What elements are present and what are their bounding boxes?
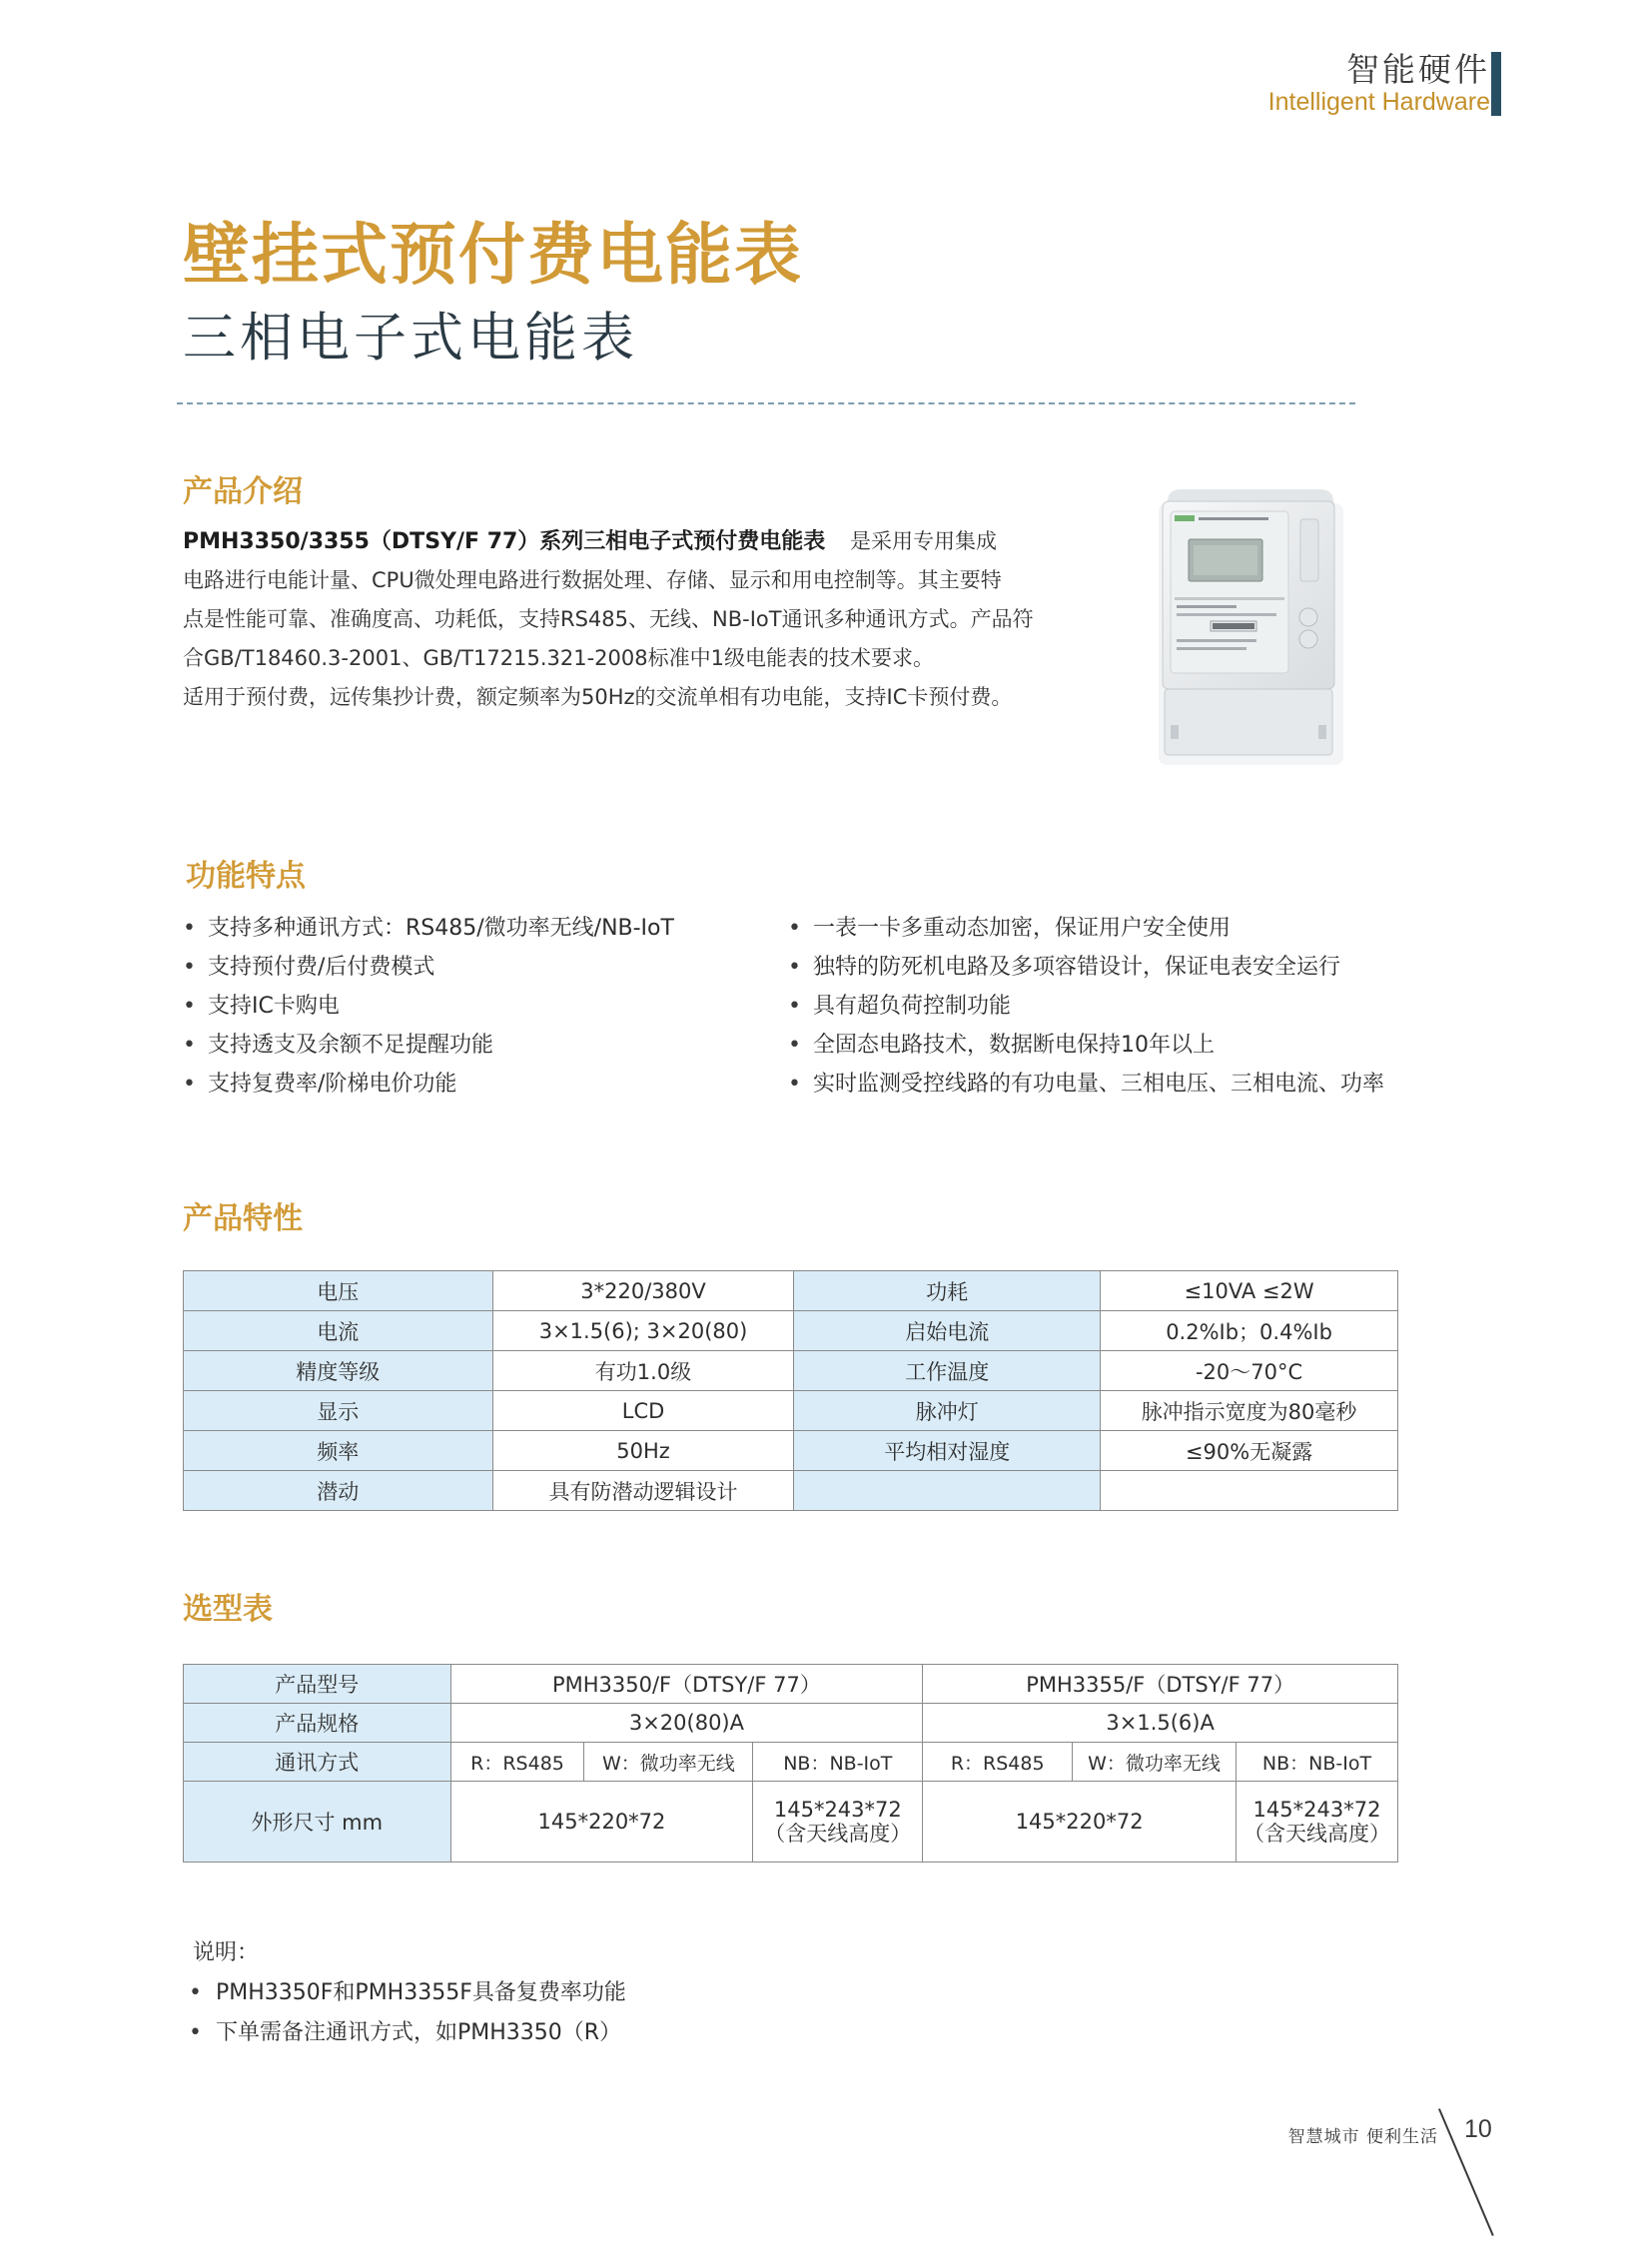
model-b: PMH3355/F（DTSY/F 77）	[923, 1665, 1398, 1704]
list-item: • 下单需备注通讯方式，如PMH3350（R）	[183, 2013, 626, 2053]
spec-label: 电压	[184, 1271, 493, 1311]
header-accent-bar	[1491, 52, 1501, 116]
spec-value: 脉冲指示宽度为80毫秒	[1101, 1391, 1398, 1431]
table-row	[184, 1271, 1398, 1311]
selection-table	[183, 1664, 1398, 1863]
spec-value: 3×1.5(6); 3×20(80)	[492, 1311, 794, 1351]
spec-label: 工作温度	[794, 1351, 1101, 1391]
comm-w: W：微功率无线	[584, 1743, 753, 1782]
list-item: • 支持复费率/阶梯电价功能	[183, 1065, 674, 1104]
spec-value: 50Hz	[492, 1431, 794, 1471]
meter-product-image	[1151, 489, 1350, 769]
size-standard: 145*220*72	[923, 1782, 1237, 1863]
spec-label: 平均相对湿度	[794, 1431, 1101, 1471]
intro-text-1: 是采用专用集成	[850, 529, 997, 553]
selection-label: 通讯方式	[184, 1743, 451, 1782]
table-row	[184, 1471, 1398, 1511]
spec-label	[794, 1471, 1101, 1511]
table-row	[184, 1311, 1398, 1351]
list-item: • 支持透支及余额不足提醒功能	[183, 1026, 674, 1065]
spec-value: 3*220/380V	[492, 1271, 794, 1311]
table-row	[184, 1351, 1398, 1391]
table-row	[184, 1431, 1398, 1471]
size-nb-note: （含天线高度）	[764, 1822, 912, 1846]
page-subtitle: 三相电子式电能表	[183, 308, 638, 369]
spec-label: 功耗	[794, 1271, 1101, 1311]
spec-label: 脉冲灯	[794, 1391, 1101, 1431]
spec-label: 启始电流	[794, 1311, 1101, 1351]
comm-nb: NB：NB-IoT	[753, 1743, 923, 1782]
category-title-cn: 智能硬件	[1346, 50, 1490, 89]
model-a: PMH3350/F（DTSY/F 77）	[450, 1665, 923, 1704]
list-item: • 支持多种通讯方式：RS485/微功率无线/NB-IoT	[183, 909, 674, 948]
intro-model-name: PMH3350/3355（DTSY/F 77）系列三相电子式预付费电能表	[183, 529, 826, 554]
size-nb-dims: 145*243*72	[773, 1798, 902, 1822]
section-heading-selection: 选型表	[183, 1592, 273, 1627]
list-item: • 独特的防死机电路及多项容错设计，保证电表安全运行	[788, 948, 1384, 987]
notes	[183, 1933, 626, 2053]
category-title-en: Intelligent Hardware	[1267, 88, 1490, 116]
spec-b: 3×1.5(6)A	[923, 1704, 1398, 1743]
section-heading-features: 功能特点	[186, 859, 306, 894]
spec-a: 3×20(80)A	[450, 1704, 923, 1743]
footer-slogan: 智慧城市 便利生活	[1287, 2127, 1438, 2147]
spec-label: 精度等级	[184, 1351, 493, 1391]
spec-value: LCD	[492, 1391, 794, 1431]
table-row	[184, 1391, 1398, 1431]
spec-value: ≤10VA ≤2W	[1101, 1271, 1398, 1311]
page-number: 10	[1464, 2115, 1492, 2143]
table-row	[184, 1743, 1398, 1782]
list-item: • 一表一卡多重动态加密，保证用户安全使用	[788, 909, 1384, 948]
section-heading-intro: 产品介绍	[183, 474, 303, 509]
selection-label: 产品型号	[184, 1665, 451, 1704]
spec-value: -20～70°C	[1101, 1351, 1398, 1391]
table-row	[184, 1665, 1398, 1704]
features-list-right	[788, 909, 1384, 1104]
table-row	[184, 1782, 1398, 1863]
comm-w: W：微功率无线	[1073, 1743, 1237, 1782]
spec-value: 0.2%Ib；0.4%Ib	[1101, 1311, 1398, 1351]
table-row	[184, 1704, 1398, 1743]
spec-label: 电流	[184, 1311, 493, 1351]
spec-label: 频率	[184, 1431, 493, 1471]
selection-label: 产品规格	[184, 1704, 451, 1743]
selection-label: 外形尺寸 mm	[184, 1782, 451, 1863]
comm-r: R：RS485	[450, 1743, 584, 1782]
list-item: • 实时监测受控线路的有功电量、三相电压、三相电流、功率	[788, 1065, 1384, 1104]
intro-text-5: 适用于预付费，远传集抄计费，额定频率为50Hz的交流单相有功电能，支持IC卡预付费。	[183, 685, 1013, 709]
size-nb	[1237, 1782, 1398, 1863]
intro-text-2: 电路进行电能计量、CPU微处理电路进行数据处理、存储、显示和用电控制等。其主要特	[183, 568, 1002, 592]
list-item: • PMH3350F和PMH3355F具备复费率功能	[183, 1973, 626, 2013]
spec-value: ≤90%无凝露	[1101, 1431, 1398, 1471]
size-standard: 145*220*72	[450, 1782, 753, 1863]
list-item: • 支持IC卡购电	[183, 987, 674, 1026]
list-item: • 具有超负荷控制功能	[788, 987, 1384, 1026]
list-item: • 支持预付费/后付费模式	[183, 948, 674, 987]
spec-label: 潜动	[184, 1471, 493, 1511]
list-item: • 全固态电路技术，数据断电保持10年以上	[788, 1026, 1384, 1065]
intro-text-4: 合GB/T18460.3-2001、GB/T17215.321-2008标准中1级电能表的技术要求。	[183, 646, 934, 670]
features-list-left	[183, 909, 674, 1104]
title-divider	[177, 402, 1355, 404]
spec-value	[1101, 1471, 1398, 1511]
comm-r: R：RS485	[923, 1743, 1073, 1782]
spec-value: 有功1.0级	[492, 1351, 794, 1391]
intro-text-3: 点是性能可靠、准确度高、功耗低，支持RS485、无线、NB-IoT通讯多种通讯方式。产品符	[183, 607, 1034, 631]
size-nb-dims: 145*243*72	[1252, 1798, 1381, 1822]
comm-nb: NB：NB-IoT	[1237, 1743, 1398, 1782]
section-heading-specs: 产品特性	[183, 1201, 303, 1236]
intro-paragraph	[183, 522, 1062, 717]
size-nb	[753, 1782, 923, 1863]
specs-table	[183, 1270, 1398, 1511]
size-nb-note: （含天线高度）	[1243, 1822, 1390, 1846]
spec-value: 具有防潜动逻辑设计	[492, 1471, 794, 1511]
notes-lead: 说明：	[193, 1940, 260, 1965]
page-title: 壁挂式预付费电能表	[183, 216, 803, 294]
spec-label: 显示	[184, 1391, 493, 1431]
